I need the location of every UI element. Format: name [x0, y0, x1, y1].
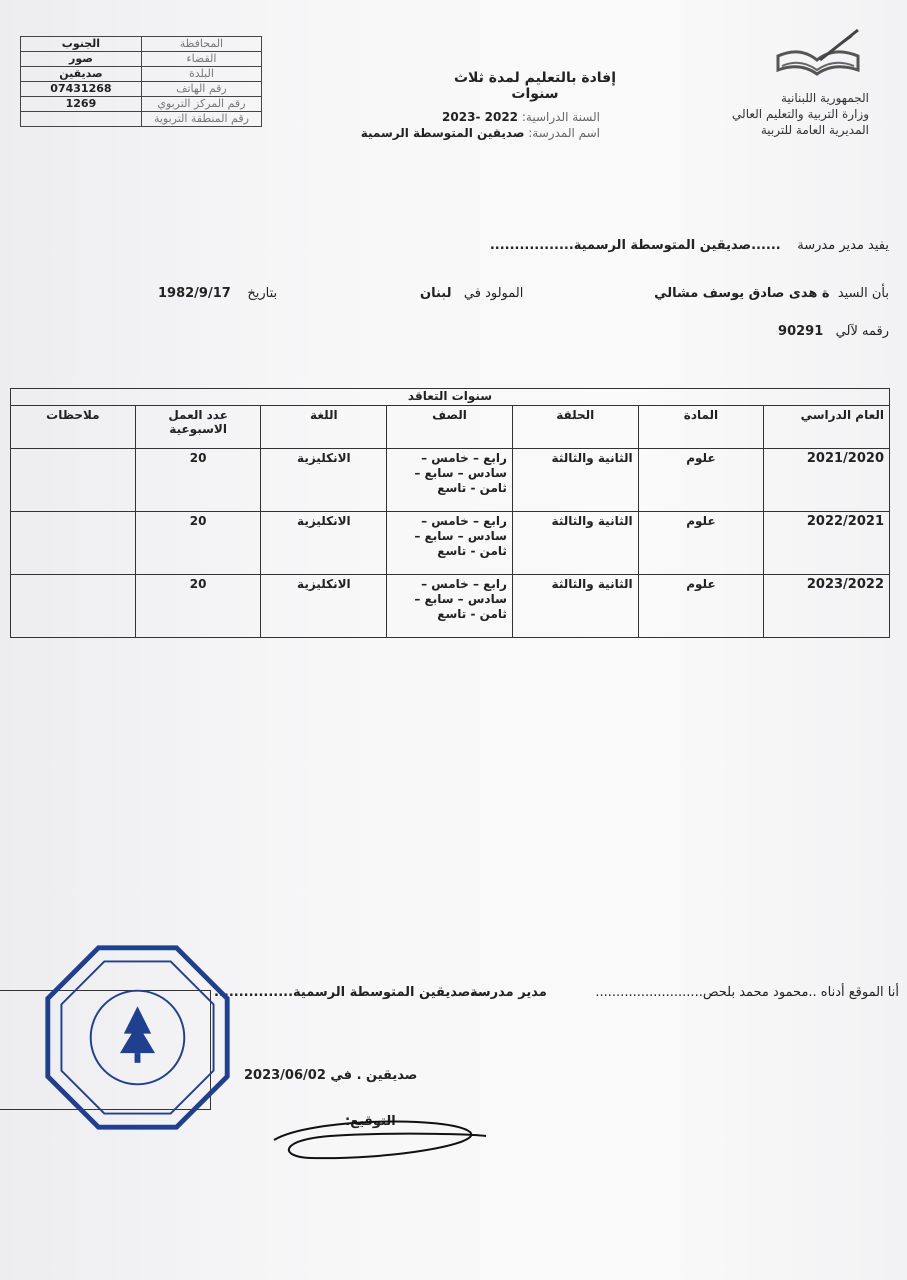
contract-cell-notes [11, 512, 136, 575]
header-info-value: 07431268 [21, 82, 142, 97]
body-line1-school: ......صديقين المتوسطة الرسمية................. [489, 238, 781, 253]
header-info-row [21, 37, 262, 52]
header-info-row [21, 112, 262, 127]
signer-line-a: أنا الموقع أدناه ..محمود محمد بلحص.......................... [595, 985, 899, 1000]
header-info-value [21, 112, 142, 127]
contract-cell-notes [11, 575, 136, 638]
contract-row [11, 449, 890, 512]
signature-label: التوقيع: [345, 1114, 396, 1129]
contract-cell-language: الانكليزية [261, 575, 387, 638]
reg-label: رقمه لآلي [835, 324, 889, 339]
person-prefix: بأن السيد [837, 286, 889, 301]
header-info-value: صور [21, 52, 142, 67]
signature-scribble-icon [270, 1110, 490, 1170]
contract-cell-hours: 20 [135, 512, 261, 575]
contract-cell-year: 2023/2022 [764, 575, 890, 638]
header-info-table [20, 36, 262, 127]
header-info-label: رقم المركز التربوي [141, 97, 261, 112]
contract-cell-language: الانكليزية [261, 512, 387, 575]
contract-cell-year: 2021/2020 [764, 449, 890, 512]
ministry-header [732, 90, 869, 138]
ministry-logo-icon [770, 26, 865, 86]
school-line [360, 126, 600, 140]
person-name: ة هدى صادق يوسف مشالي [654, 286, 830, 301]
header-info-row [21, 97, 262, 112]
contract-header-cell: الحلقة [512, 406, 638, 449]
contract-cell-year: 2022/2021 [764, 512, 890, 575]
contract-cell-subject: علوم [638, 449, 764, 512]
birth-place-line [420, 286, 523, 301]
contract-cell-classes: رابع – خامس – سادس – سابع – ثامن - تاسع [387, 449, 513, 512]
header-info-label: البلدة [141, 67, 261, 82]
birth-date: 1982/9/17 [158, 286, 231, 301]
signer-line-b: مدير مدرسة [470, 985, 547, 1000]
contract-cell-cycle: الثانية والثالثة [512, 512, 638, 575]
contract-cell-notes [11, 449, 136, 512]
school-stamp-icon [40, 940, 235, 1135]
contract-cell-classes: رابع – خامس – سادس – سابع – ثامن - تاسع [387, 575, 513, 638]
place-date: صديقين . في 2023/06/02 [244, 1068, 418, 1083]
contract-cell-subject: علوم [638, 575, 764, 638]
header-info-row [21, 67, 262, 82]
birth-date-line [158, 286, 277, 301]
header-info-row [21, 52, 262, 67]
contract-row [11, 512, 890, 575]
header-info-label: المحافظة [141, 37, 261, 52]
academic-year-label: السنة الدراسية: [521, 110, 600, 124]
academic-year-value: 2022 -2023 [442, 110, 519, 124]
school-name: صديقين المتوسطة الرسمية [360, 126, 525, 140]
contract-header-cell: الصف [387, 406, 513, 449]
header-info-label: رقم الهاتف [141, 82, 261, 97]
body-line-2 [654, 286, 889, 301]
header-info-label: رقم المنطقة التربوية [141, 112, 261, 127]
contract-years-table [10, 388, 890, 638]
born-label: المولود في [463, 286, 524, 301]
contract-header-cell: ملاحظات [11, 406, 136, 449]
ministry-line-1: الجمهورية اللبنانية [780, 91, 869, 105]
document-title: إفادة بالتعليم لمدة ثلاث سنوات [453, 70, 617, 102]
header-info-row [21, 82, 262, 97]
contract-header-cell: عدد العمل الاسبوعية [135, 406, 261, 449]
signer-line-c: ...صديقين المتوسطة الرسمية................ [214, 985, 486, 1000]
contract-cell-classes: رابع – خامس – سادس – سابع – ثامن - تاسع [387, 512, 513, 575]
header-info-value: 1269 [21, 97, 142, 112]
academic-year-line [360, 110, 600, 124]
contract-cell-cycle: الثانية والثالثة [512, 449, 638, 512]
contract-cell-hours: 20 [135, 575, 261, 638]
contract-header-cell: اللغة [261, 406, 387, 449]
born-place: لبنان [420, 286, 452, 301]
header-info-value: الجنوب [21, 37, 142, 52]
contract-cell-subject: علوم [638, 512, 764, 575]
header-info-label: القضاء [141, 52, 261, 67]
body-line-1 [490, 238, 889, 253]
header-info-value: صديقين [21, 67, 142, 82]
contract-row [11, 575, 890, 638]
contract-table-title: سنوات التعاقد [11, 389, 890, 406]
reg-number: 90291 [778, 324, 824, 339]
ministry-line-3: المديرية العامة للتربية [760, 123, 869, 137]
body-line1-prefix: يفيد مدير مدرسة [797, 238, 889, 253]
contract-cell-hours: 20 [135, 449, 261, 512]
contract-cell-language: الانكليزية [261, 449, 387, 512]
contract-header-cell: المادة [638, 406, 764, 449]
contract-header-cell: العام الدراسي [764, 406, 890, 449]
school-label: اسم المدرسة: [528, 126, 600, 140]
registration-line [778, 324, 889, 339]
date-label: بتاريخ [247, 286, 278, 301]
contract-cell-cycle: الثانية والثالثة [512, 575, 638, 638]
ministry-line-2: وزارة التربية والتعليم العالي [732, 107, 869, 121]
